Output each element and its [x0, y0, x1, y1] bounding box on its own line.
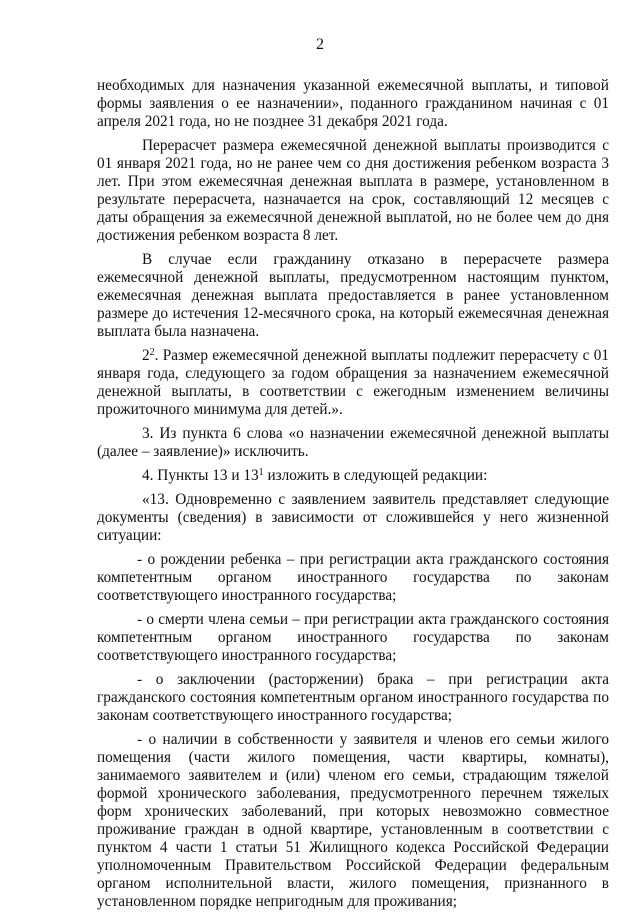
paragraph-2-2-text: . Размер ежемесячной денежной выплаты подлежит перерасчету с 01 января года, следующего за годом обращения за назначением ежемесячной денежной выплаты, в соответствии с ежегодным изменением величины прожиточного минимума для детей.». — [97, 347, 609, 418]
paragraph-recalculation: Перерасчет размера ежемесячной денежной выплаты производится с 01 января 2021 года, но не ранее чем со дня достижения ребенком возраста 3 лет. При этом ежемесячная денежная выплата в размере, установленном в результате перерасчета, назначается на срок, составляющий 12 месяцев с даты обращения за ежемесячной денежной выплатой, но не более чем до дня достижения ребенком возраста 8 лет. — [97, 137, 609, 244]
paragraph-2-2 — [97, 347, 609, 419]
paragraph-item-3: 3. Из пункта 6 слова «о назначении ежемесячной денежной выплаты (далее – заявление)» исключить. — [97, 425, 609, 460]
paragraph-item-4 — [97, 467, 609, 485]
list-item-birth: - о рождении ребенка – при регистрации акта гражданского состояния компетентным органом иностранного государства по законам соответствующего иностранного государства; — [97, 551, 609, 604]
paragraph-item-4-superscript: 1 — [258, 467, 264, 478]
paragraph-item-4-text-b: изложить в следующей редакции: — [263, 467, 488, 484]
page-number: 2 — [316, 36, 324, 53]
paragraph-2-2-superscript: 2 — [149, 347, 155, 358]
paragraph-2-2-number: 2 — [142, 347, 150, 364]
paragraph-item-4-text-a: 4. Пункты 13 и 13 — [142, 467, 259, 484]
list-item-marriage: - о заключении (расторжении) брака – при регистрации акта гражданского состояния компетентным органом иностранного государства по законам соответствующего иностранного государства; — [97, 671, 609, 724]
document-body — [97, 77, 609, 917]
list-item-death: - о смерти члена семьи – при регистрации акта гражданского состояния компетентным органом иностранного государства по законам соответствующего иностранного государства; — [97, 611, 609, 664]
paragraph-item-13: «13. Одновременно с заявлением заявитель представляет следующие документы (сведения) в зависимости от сложившейся у него жизненной ситуации: — [97, 491, 609, 544]
paragraph-refusal: В случае если гражданину отказано в перерасчете размера ежемесячной денежной выплаты, предусмотренном настоящим пунктом, ежемесячная денежная выплата предоставляется в ранее установленном размере до истечения 12-месячного срока, на который ежемесячная денежная выплата была назначена. — [97, 251, 609, 340]
list-item-housing: - о наличии в собственности у заявителя и членов его семьи жилого помещения (части жилого помещения, части квартиры, комнаты), занимаемого заявителем и (или) членом его семьи, страдающим тяжелой формой хронического заболевания, предусмотренного перечнем тяжелых форм хронических заболеваний, при которых невозможно совместное проживание граждан в одной квартире, установленным в соответствии с пунктом 4 части 1 статьи 51 Жилищного кодекса Российской Федерации уполномоченным Правительством Российской Федерации федеральным органом исполнительной власти, жилого помещения, признанного в установленном порядке непригодным для проживания; — [97, 731, 609, 910]
paragraph-continuation: необходимых для назначения указанной ежемесячной выплаты, и типовой формы заявления о ее назначении», поданного гражданином начиная с 01 апреля 2021 года, но не позднее 31 декабря 2021 года. — [97, 77, 609, 130]
